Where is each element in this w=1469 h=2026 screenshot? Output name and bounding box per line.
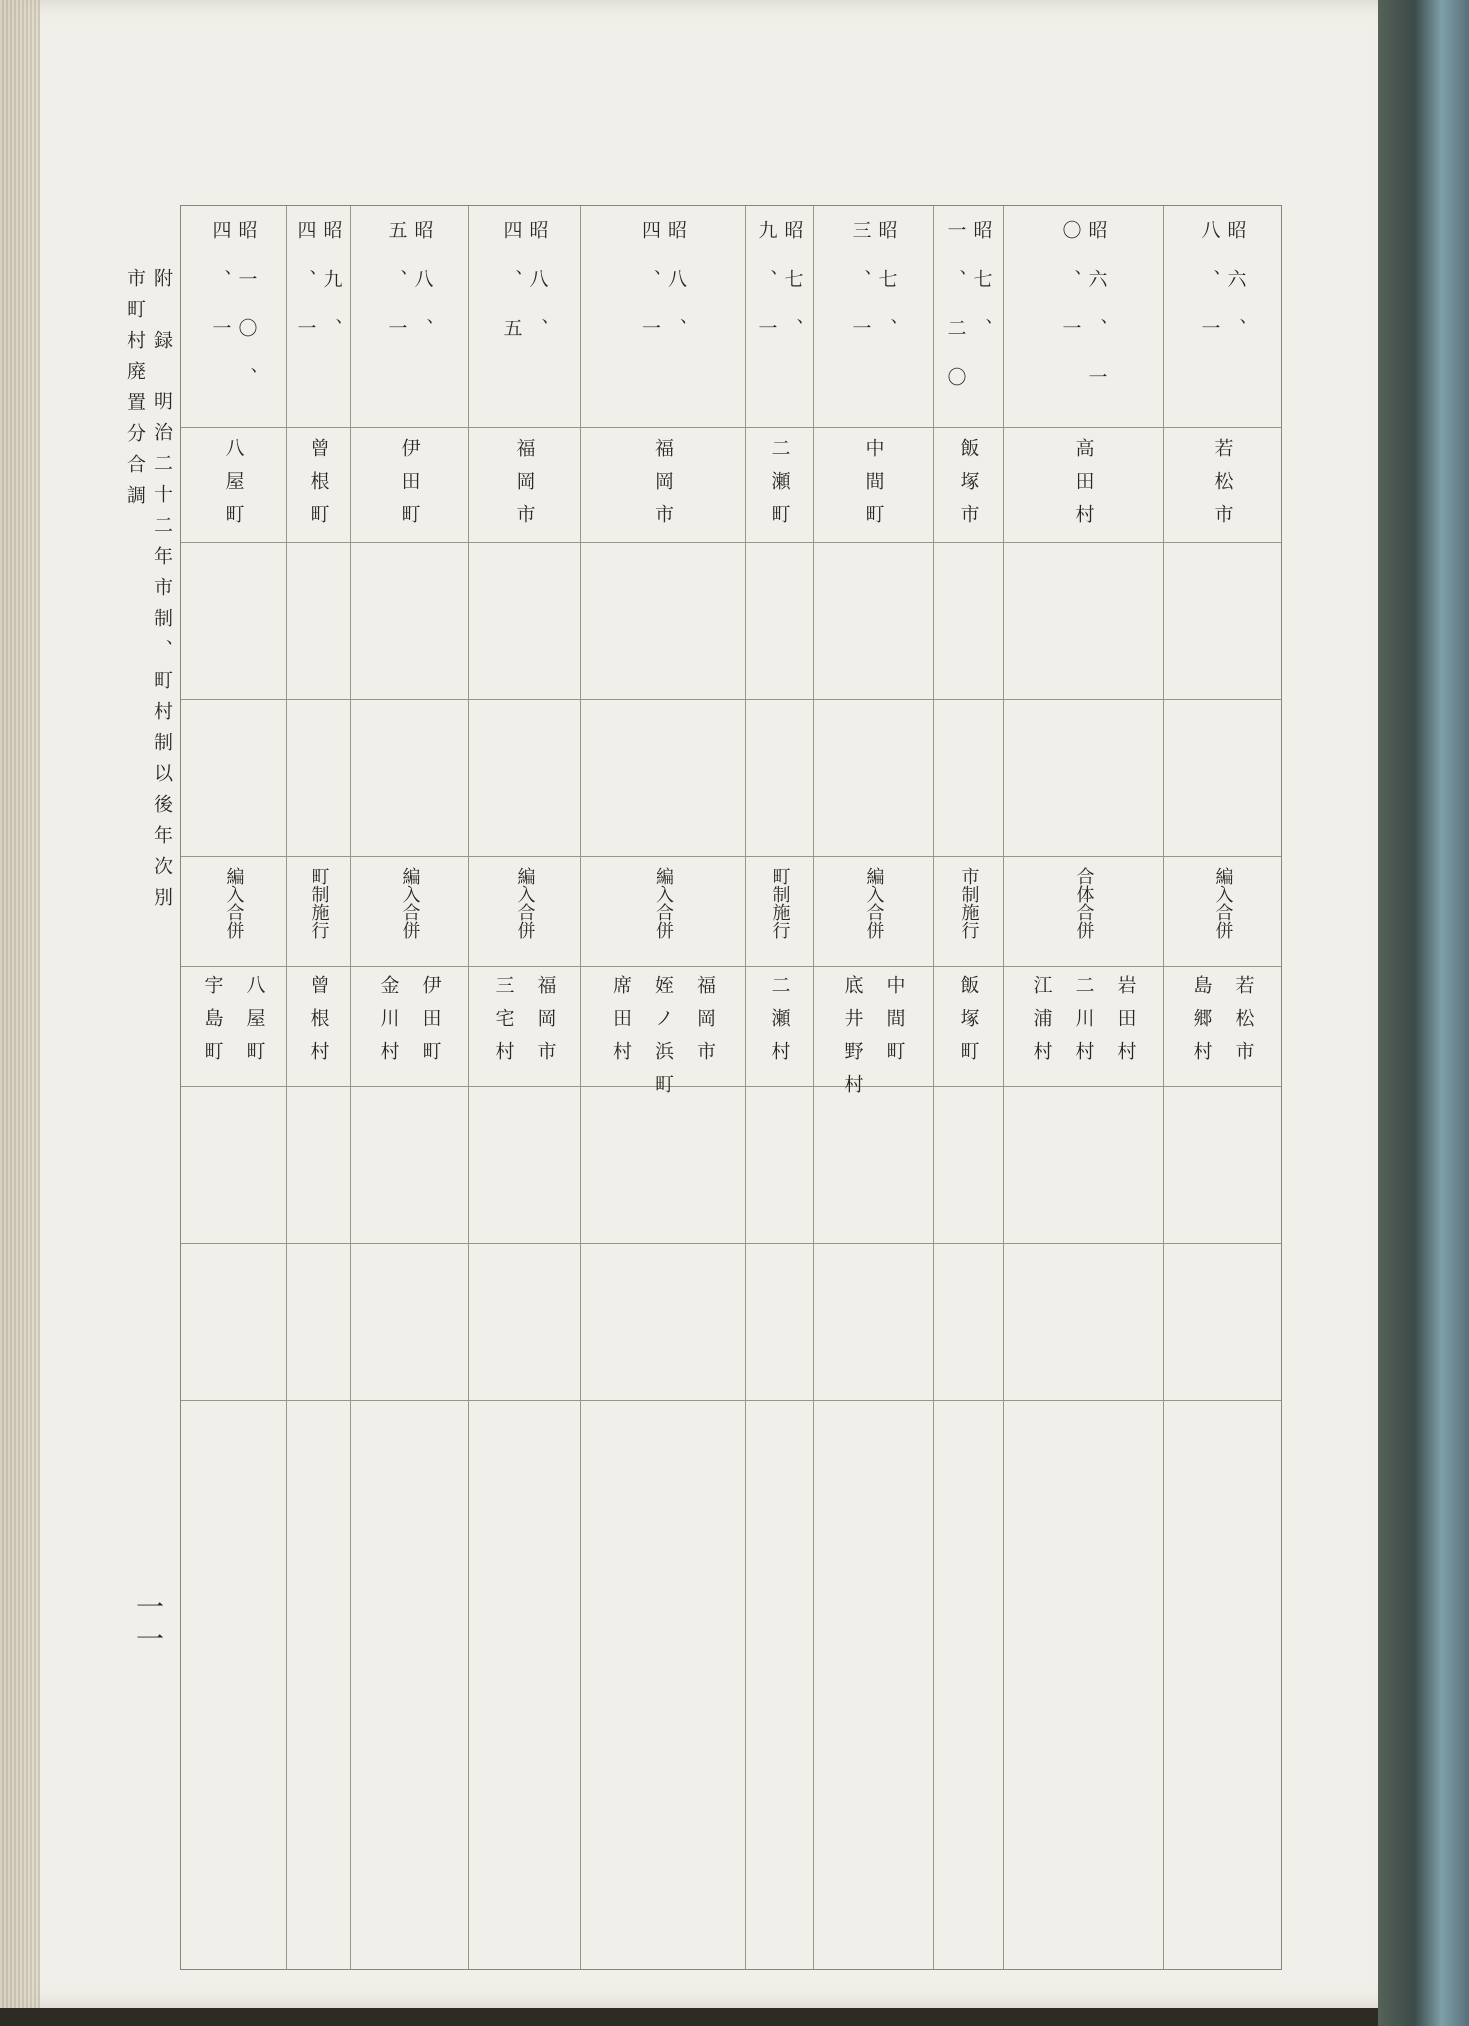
- change-type-cell: [351, 857, 468, 967]
- prior-municipalities-cell: [287, 967, 350, 1087]
- change-type-cell: [287, 857, 350, 967]
- change-type-cell: [814, 857, 933, 967]
- change-type-cell: [746, 857, 813, 967]
- date-text: 昭八、五、一: [385, 220, 434, 367]
- municipality-name: 若松市: [1211, 438, 1234, 537]
- prior-municipalities: [957, 975, 981, 1074]
- prior-municipalities: [1190, 975, 1256, 1074]
- change-type: 編入合併: [1212, 867, 1234, 939]
- date-cell: [469, 206, 580, 428]
- date-text: 昭六、八、一: [1198, 220, 1247, 367]
- empty-cell: [934, 1244, 1003, 1401]
- date-text: 昭六、一〇、一: [1059, 220, 1108, 416]
- municipality-cell: [746, 428, 813, 543]
- change-type: 町制施行: [308, 867, 330, 939]
- change-type-cell: [469, 857, 580, 967]
- empty-cell: [1004, 543, 1163, 700]
- prior-municipality: 伊田町: [419, 975, 442, 1074]
- change-type: 町制施行: [769, 867, 791, 939]
- empty-cell: [1004, 1244, 1163, 1401]
- empty-cell: [581, 1087, 745, 1244]
- change-type: 編入合併: [514, 867, 536, 939]
- municipality-cell: [287, 428, 350, 543]
- municipality-cell: [181, 428, 286, 543]
- empty-cell: [934, 543, 1003, 700]
- prior-municipalities-cell: [1004, 967, 1163, 1087]
- municipality-name: 中間町: [862, 438, 885, 537]
- prior-municipality: 福岡市: [694, 975, 716, 1074]
- empty-cell: [1004, 1401, 1163, 1969]
- table-title: 明治二十二年市制、町村制以後年次別市町村廃置分合調: [124, 268, 173, 918]
- prior-municipality: 八屋町: [243, 975, 266, 1074]
- empty-cell: [1164, 543, 1281, 700]
- empty-cell: [1004, 1087, 1163, 1244]
- change-type: 合体合併: [1073, 867, 1095, 939]
- municipality-cell: [581, 428, 745, 543]
- date-text: 昭八、四、一: [639, 220, 687, 367]
- empty-cell: [581, 543, 745, 700]
- empty-cell: [469, 1087, 580, 1244]
- empty-cell: [581, 700, 745, 857]
- municipality-name: 八屋町: [222, 438, 245, 537]
- prior-municipalities-cell: [469, 967, 580, 1087]
- municipality-cell: [814, 428, 933, 543]
- municipality-name: 二瀬町: [768, 438, 791, 537]
- empty-cell: [746, 700, 813, 857]
- table-column: [350, 206, 468, 1969]
- table-column: [580, 206, 745, 1969]
- municipality-cell: [1004, 428, 1163, 543]
- prior-municipalities: [307, 975, 331, 1074]
- prior-municipalities-cell: [351, 967, 468, 1087]
- table-column: [468, 206, 580, 1969]
- prior-municipalities: [492, 975, 558, 1074]
- empty-cell: [351, 700, 468, 857]
- empty-cell: [287, 1087, 350, 1244]
- prior-municipalities-cell: [1164, 967, 1281, 1087]
- prior-municipality: 江浦村: [1030, 975, 1053, 1074]
- empty-cell: [814, 1244, 933, 1401]
- empty-cell: [814, 1401, 933, 1969]
- prior-municipality: 金川村: [377, 975, 400, 1074]
- change-type-cell: [1164, 857, 1281, 967]
- change-type-cell: [934, 857, 1003, 967]
- table-column: [181, 206, 286, 1969]
- page-edges: [0, 0, 40, 2008]
- change-type: 編入合併: [223, 867, 245, 939]
- prior-municipality: 若松市: [1232, 975, 1255, 1074]
- table-column: [933, 206, 1003, 1969]
- prior-municipality: 曾根村: [307, 975, 330, 1074]
- empty-cell: [934, 1401, 1003, 1969]
- date-text: 昭九、四、一: [294, 220, 343, 367]
- prior-municipality: 二川村: [1072, 975, 1095, 1074]
- change-type: 編入合併: [863, 867, 885, 939]
- change-type: 編入合併: [399, 867, 421, 939]
- empty-cell: [469, 543, 580, 700]
- empty-cell: [351, 1401, 468, 1969]
- empty-cell: [287, 700, 350, 857]
- date-text: 昭一〇、四、一: [209, 220, 258, 416]
- table-column: [1003, 206, 1163, 1969]
- empty-cell: [1164, 1401, 1281, 1969]
- empty-cell: [1164, 700, 1281, 857]
- municipality-name: 高田村: [1072, 438, 1095, 537]
- table-column: [1163, 206, 1281, 1969]
- prior-municipalities: [377, 975, 443, 1074]
- municipality-cell: [351, 428, 468, 543]
- empty-cell: [287, 1401, 350, 1969]
- date-text: 昭七、一、二〇: [944, 220, 993, 416]
- empty-cell: [287, 543, 350, 700]
- empty-cell: [814, 700, 933, 857]
- prior-municipality: 飯塚町: [957, 975, 980, 1074]
- prior-municipalities: [768, 975, 792, 1074]
- date-cell: [181, 206, 286, 428]
- empty-cell: [181, 700, 286, 857]
- empty-cell: [181, 1244, 286, 1401]
- empty-cell: [746, 1401, 813, 1969]
- municipality-cell: [469, 428, 580, 543]
- date-cell: [934, 206, 1003, 428]
- date-text: 昭七、三、一: [849, 220, 898, 367]
- empty-cell: [1164, 1087, 1281, 1244]
- municipality-cell: [1164, 428, 1281, 543]
- date-cell: [746, 206, 813, 428]
- prior-municipality: 宇島町: [201, 975, 224, 1074]
- municipality-cell: [934, 428, 1003, 543]
- prior-municipality: 島郷村: [1190, 975, 1213, 1074]
- prior-municipalities-cell: [814, 967, 933, 1107]
- municipality-name: 飯塚市: [957, 438, 980, 537]
- empty-cell: [287, 1244, 350, 1401]
- prior-municipality: 中間町: [883, 975, 906, 1074]
- municipal-changes-table: [180, 205, 1282, 1970]
- prior-municipality: 福岡市: [534, 975, 557, 1074]
- municipality-name: 曾根町: [307, 438, 330, 537]
- empty-cell: [746, 1244, 813, 1401]
- date-cell: [351, 206, 468, 428]
- empty-cell: [351, 1087, 468, 1244]
- prior-municipalities-cell: [181, 967, 286, 1087]
- prior-municipality: 三宅村: [492, 975, 515, 1074]
- prior-municipalities-cell: [746, 967, 813, 1087]
- empty-cell: [181, 1087, 286, 1244]
- empty-cell: [1164, 1244, 1281, 1401]
- empty-cell: [351, 1244, 468, 1401]
- empty-cell: [746, 543, 813, 700]
- date-text: 昭七、九、一: [755, 220, 804, 367]
- date-cell: [287, 206, 350, 428]
- page-number: 一一: [132, 1592, 165, 1656]
- appendix-label: 附 録: [151, 268, 173, 361]
- empty-cell: [814, 1087, 933, 1244]
- prior-municipality: 二瀬村: [768, 975, 791, 1074]
- change-type: 編入合併: [653, 867, 674, 939]
- municipality-name: 福岡市: [513, 438, 536, 537]
- prior-municipalities-cell: [934, 967, 1003, 1087]
- empty-cell: [814, 543, 933, 700]
- municipality-name: 福岡市: [652, 438, 674, 537]
- empty-cell: [181, 543, 286, 700]
- date-text: 昭八、四、五: [500, 220, 549, 367]
- empty-cell: [351, 543, 468, 700]
- empty-cell: [934, 700, 1003, 857]
- empty-cell: [581, 1401, 745, 1969]
- prior-municipality: 席田村: [610, 975, 632, 1074]
- date-cell: [1004, 206, 1163, 428]
- table-column: [813, 206, 933, 1969]
- table-column: [745, 206, 813, 1969]
- change-type-cell: [1004, 857, 1163, 967]
- empty-cell: [469, 1244, 580, 1401]
- change-type-cell: [581, 857, 745, 967]
- date-cell: [581, 206, 745, 428]
- empty-cell: [181, 1401, 286, 1969]
- change-type: 市制施行: [958, 867, 980, 939]
- municipality-name: 伊田町: [398, 438, 421, 537]
- page-header: [122, 268, 176, 918]
- empty-cell: [469, 1401, 580, 1969]
- empty-cell: [1004, 700, 1163, 857]
- prior-municipality: 岩田村: [1114, 975, 1137, 1074]
- empty-cell: [581, 1244, 745, 1401]
- empty-cell: [469, 700, 580, 857]
- date-cell: [814, 206, 933, 428]
- empty-cell: [934, 1087, 1003, 1244]
- table-column: [286, 206, 350, 1969]
- prior-municipalities: [1030, 975, 1138, 1074]
- table-grid: [181, 206, 1281, 1969]
- prior-municipalities: [201, 975, 267, 1074]
- change-type-cell: [181, 857, 286, 967]
- empty-cell: [746, 1087, 813, 1244]
- date-cell: [1164, 206, 1281, 428]
- prior-municipality: 姪ノ浜町: [652, 975, 674, 1107]
- prior-municipality: 底井野村: [841, 975, 864, 1107]
- prior-municipalities-cell: [581, 967, 745, 1107]
- scan-background-strip: [1378, 0, 1469, 2026]
